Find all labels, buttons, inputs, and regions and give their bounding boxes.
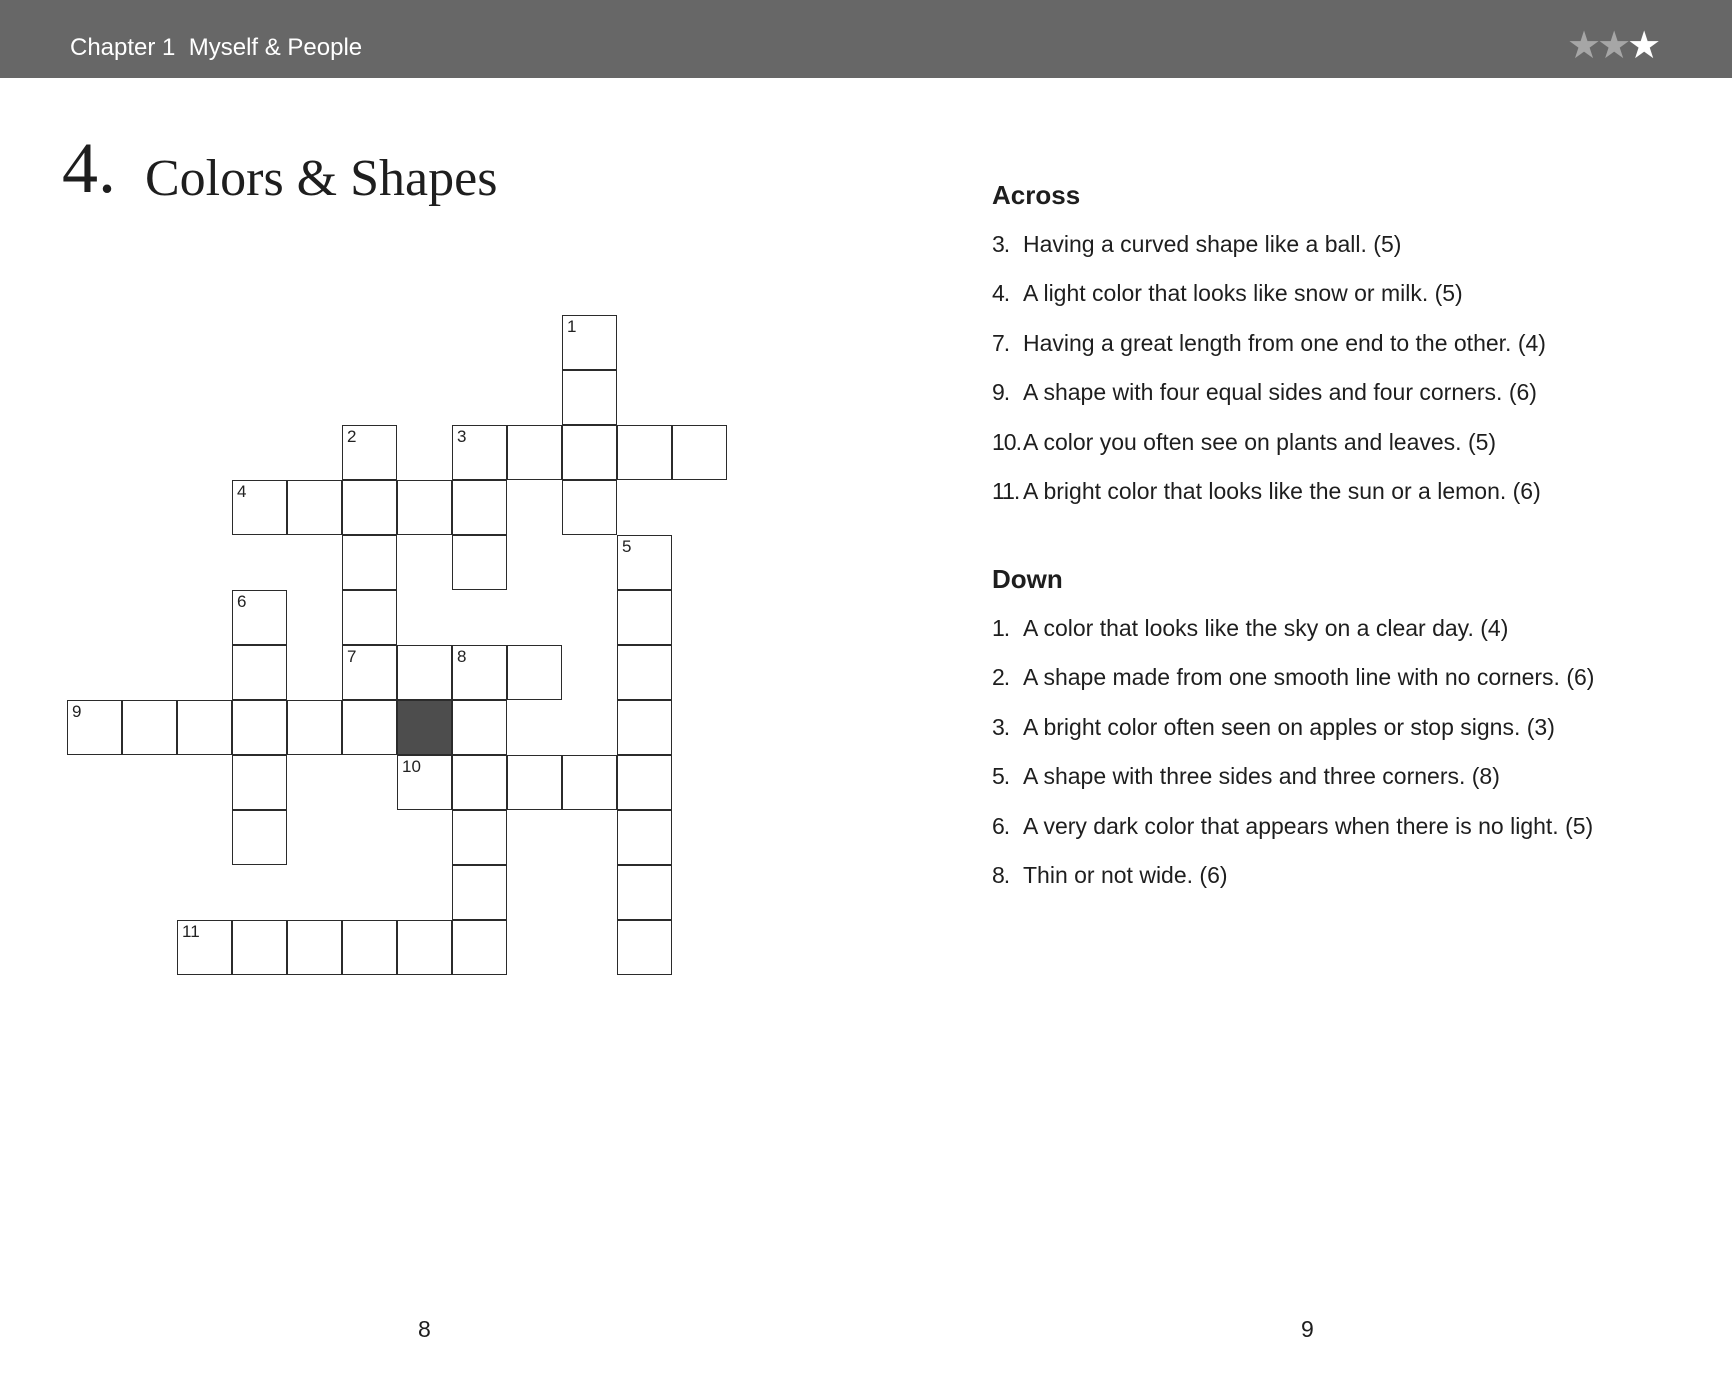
crossword-cell[interactable] — [617, 535, 672, 590]
clue-text: A bright color that looks like the sun or a lemon. (6) — [1023, 478, 1541, 504]
clue-number: 3. — [992, 713, 1010, 740]
crossword-cell[interactable] — [397, 755, 452, 810]
clue-number-label: 2 — [347, 427, 357, 446]
crossword-cell[interactable] — [562, 480, 617, 535]
clue-number-label: 7 — [347, 647, 357, 666]
crossword-cell[interactable] — [342, 920, 397, 975]
crossword-cell[interactable] — [397, 920, 452, 975]
crossword-cell[interactable] — [122, 700, 177, 755]
clue-text: A shape with three sides and three corners. (8) — [1023, 763, 1500, 790]
crossword-cell[interactable] — [342, 480, 397, 535]
crossword-cell[interactable] — [342, 590, 397, 645]
crossword-cell[interactable] — [452, 425, 507, 480]
clue-number: 1. — [992, 615, 1010, 641]
crossword-cell[interactable] — [672, 425, 727, 480]
crossword-cell[interactable] — [342, 645, 397, 700]
clue-text: A bright color often seen on apples or stop signs. (3) — [1023, 713, 1555, 740]
crossword-cell[interactable] — [232, 480, 287, 535]
clue-text: A shape with four equal sides and four corners. (6) — [1023, 379, 1537, 406]
crossword-cell[interactable] — [617, 590, 672, 645]
crossword-cell[interactable] — [397, 480, 452, 535]
chapter-title: Chapter 1 Myself & People — [70, 34, 363, 61]
clue-number-label: 9 — [72, 702, 82, 721]
crossword-cell[interactable] — [617, 755, 672, 810]
crossword-cell[interactable] — [617, 920, 672, 975]
clues-panel — [992, 0, 1692, 1394]
clue-text: Having a great length from one end to the other. (4) — [1023, 329, 1546, 356]
crossword-cell[interactable] — [177, 920, 232, 975]
crossword-cell[interactable] — [232, 590, 287, 645]
crossword-cell[interactable] — [232, 755, 287, 810]
crossword-cell[interactable] — [232, 810, 287, 865]
crossword-cell[interactable] — [287, 920, 342, 975]
clue-number: 6. — [992, 812, 1010, 839]
crossword-cell[interactable] — [452, 480, 507, 535]
puzzle-title: Colors & Shapes — [145, 150, 498, 207]
clue-number-label: 10 — [402, 757, 421, 776]
clue-number: 9. — [992, 379, 1010, 406]
crossword-cell[interactable] — [617, 425, 672, 480]
star-icon: ★ — [1627, 25, 1658, 67]
clue-text: A color that looks like the sky on a clear day. (4) — [1023, 615, 1509, 641]
crossword-cell[interactable] — [562, 425, 617, 480]
star-icon: ★ — [1597, 25, 1628, 67]
blocked-cell — [397, 700, 452, 755]
clue-number-label: 8 — [457, 647, 467, 666]
clue-number: 2. — [992, 664, 1010, 691]
clue-number-label: 3 — [457, 427, 467, 446]
clue-number: 3. — [992, 231, 1010, 257]
across-heading: Across — [992, 180, 1081, 210]
crossword-cell[interactable] — [507, 425, 562, 480]
crossword-cell[interactable] — [452, 645, 507, 700]
crossword-cell[interactable] — [617, 810, 672, 865]
crossword-cell[interactable] — [507, 645, 562, 700]
crossword-cell[interactable] — [452, 535, 507, 590]
crossword-cell[interactable] — [617, 700, 672, 755]
page-number-left: 8 — [418, 1316, 431, 1342]
crossword-cell[interactable] — [342, 700, 397, 755]
crossword-cell[interactable] — [452, 920, 507, 975]
clue-number: 11. — [992, 478, 1020, 504]
clue-number: 7. — [992, 329, 1010, 356]
clue-number-label: 1 — [567, 317, 577, 336]
clue-number: 4. — [992, 280, 1010, 307]
clue-number: 10. — [992, 428, 1021, 455]
crossword-cell[interactable] — [617, 645, 672, 700]
crossword-cell[interactable] — [342, 535, 397, 590]
crossword-cell[interactable] — [67, 700, 122, 755]
clue-text: A color you often see on plants and leaves. (5) — [1023, 428, 1497, 455]
clue-number-label: 11 — [182, 922, 200, 941]
crossword-cell[interactable] — [177, 700, 232, 755]
clue-number: 5. — [992, 763, 1010, 790]
clue-text: A shape made from one smooth line with no corners. (6) — [1023, 664, 1595, 691]
crossword-cell[interactable] — [452, 755, 507, 810]
crossword-cell[interactable] — [507, 755, 562, 810]
clue-number-label: 6 — [237, 592, 247, 611]
crossword-cell[interactable] — [342, 425, 397, 480]
clue-text: Thin or not wide. (6) — [1023, 862, 1228, 888]
puzzle-number: 4. — [62, 128, 116, 208]
crossword-cell[interactable] — [232, 920, 287, 975]
crossword-cell[interactable] — [452, 865, 507, 920]
crossword-cell[interactable] — [562, 315, 617, 370]
crossword-cell[interactable] — [287, 700, 342, 755]
clue-text: Having a curved shape like a ball. (5) — [1023, 231, 1402, 257]
clue-number-label: 4 — [237, 482, 247, 501]
star-icon: ★ — [1567, 25, 1598, 67]
crossword-cell[interactable] — [397, 645, 452, 700]
down-heading: Down — [992, 564, 1063, 594]
crossword-cell[interactable] — [287, 480, 342, 535]
clue-number: 8. — [992, 862, 1010, 888]
clue-text: A light color that looks like snow or milk. (5) — [1023, 280, 1463, 307]
page-number-right: 9 — [1301, 1316, 1314, 1342]
clue-text: A very dark color that appears when there is no light. (5) — [1023, 812, 1594, 839]
crossword-cell[interactable] — [232, 645, 287, 700]
clue-number-label: 5 — [622, 537, 632, 556]
crossword-cell[interactable] — [452, 810, 507, 865]
crossword-cell[interactable] — [617, 865, 672, 920]
crossword-cell[interactable] — [562, 755, 617, 810]
crossword-cell[interactable] — [232, 700, 287, 755]
crossword-cell[interactable] — [562, 370, 617, 425]
crossword-cell[interactable] — [452, 700, 507, 755]
